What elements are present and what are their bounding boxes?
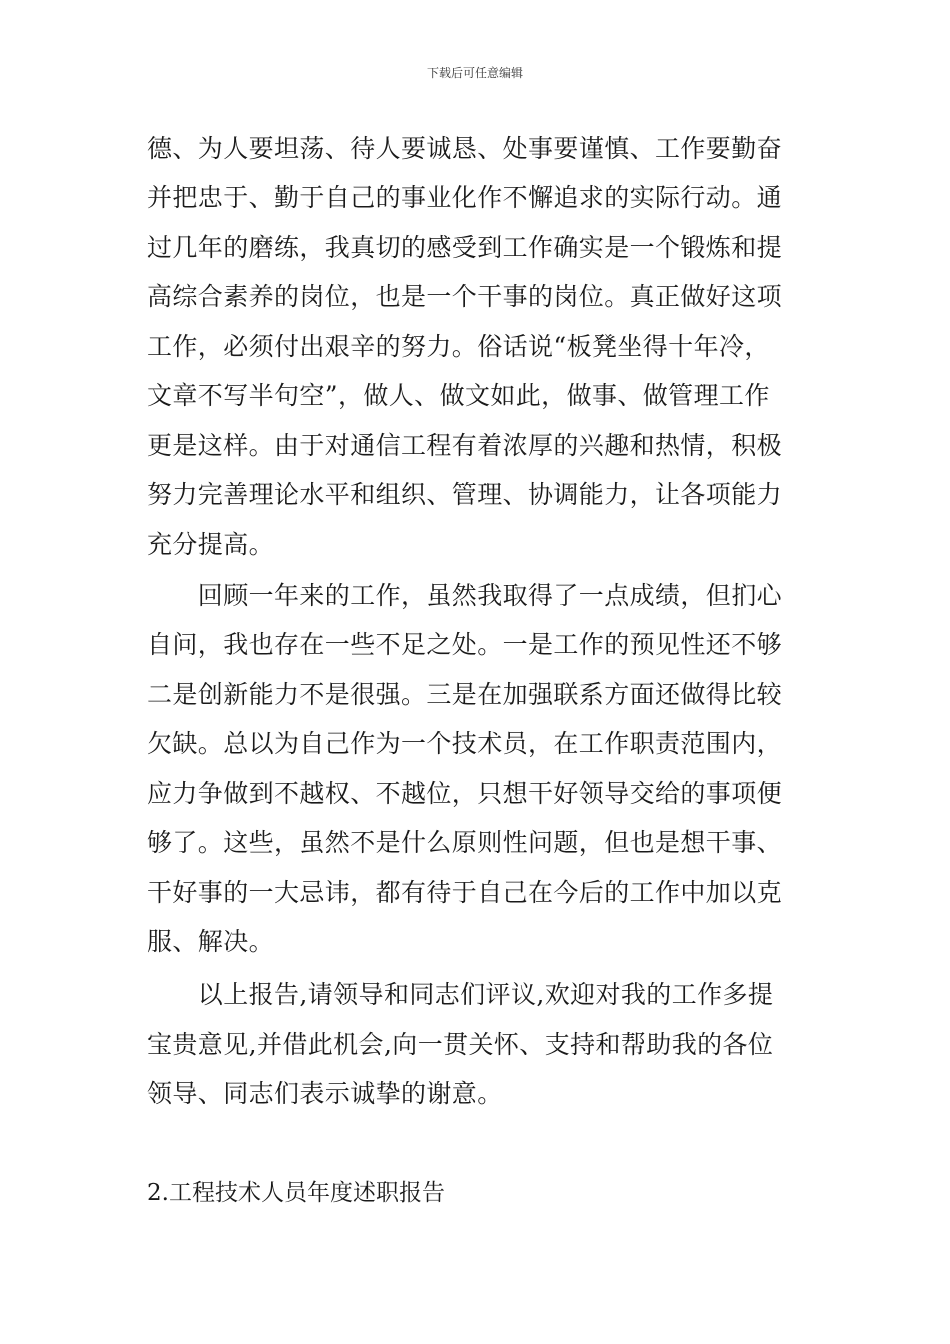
text-line: 服、解决。 [147,927,275,956]
section-heading: 2.工程技术人员年度述职报告 [147,1180,445,1206]
text-line: 够了。这些，虽然不是什么原则性问题，但也是想干事、 [147,828,783,857]
text-line: 干好事的一大忌讳，都有待于自己在今后的工作中加以克 [147,878,783,907]
text-line: 欠缺。总以为自己作为一个技术员，在工作职责范围内， [147,729,783,758]
text-line: 自问，我也存在一些不足之处。一是工作的预见性还不够 [147,630,783,659]
text-line: 高综合素养的岗位，也是一个干事的岗位。真正做好这项 [147,282,783,311]
text-line: 领导、同志们表示诚挚的谢意。 [147,1079,503,1108]
text-line: 更是这样。由于对通信工程有着浓厚的兴趣和热情，积极 [147,431,783,460]
text-line: 工作，必须付出艰辛的努力。俗话说“板凳坐得十年冷， [147,332,770,361]
text-line: 并把忠于、勤于自己的事业化作不懈追求的实际行动。通 [147,183,783,212]
text-line: 德、为人要坦荡、待人要诚恳、处事要谨慎、工作要勤奋 [147,134,783,163]
text-line: 文章不写半句空”，做人、做文如此，做事、做管理工作 [147,381,770,410]
text-line: 过几年的磨练，我真切的感受到工作确实是一个锻炼和提 [147,233,783,262]
page-header-note: 下载后可任意编辑 [426,66,523,80]
text-line: 以上报告,请领导和同志们评议,欢迎对我的工作多提 [147,980,774,1009]
text-line: 宝贵意见,并借此机会,向一贯关怀、支持和帮助我的各位 [147,1030,774,1059]
text-line: 应力争做到不越权、不越位，只想干好领导交给的事项便 [147,779,783,808]
text-line: 充分提高。 [147,530,275,559]
text-line: 努力完善理论水平和组织、管理、协调能力，让各项能力 [147,480,783,509]
text-line: 二是创新能力不是很强。三是在加强联系方面还做得比较 [147,680,783,709]
text-line: 回顾一年来的工作，虽然我取得了一点成绩，但扪心 [147,581,783,610]
